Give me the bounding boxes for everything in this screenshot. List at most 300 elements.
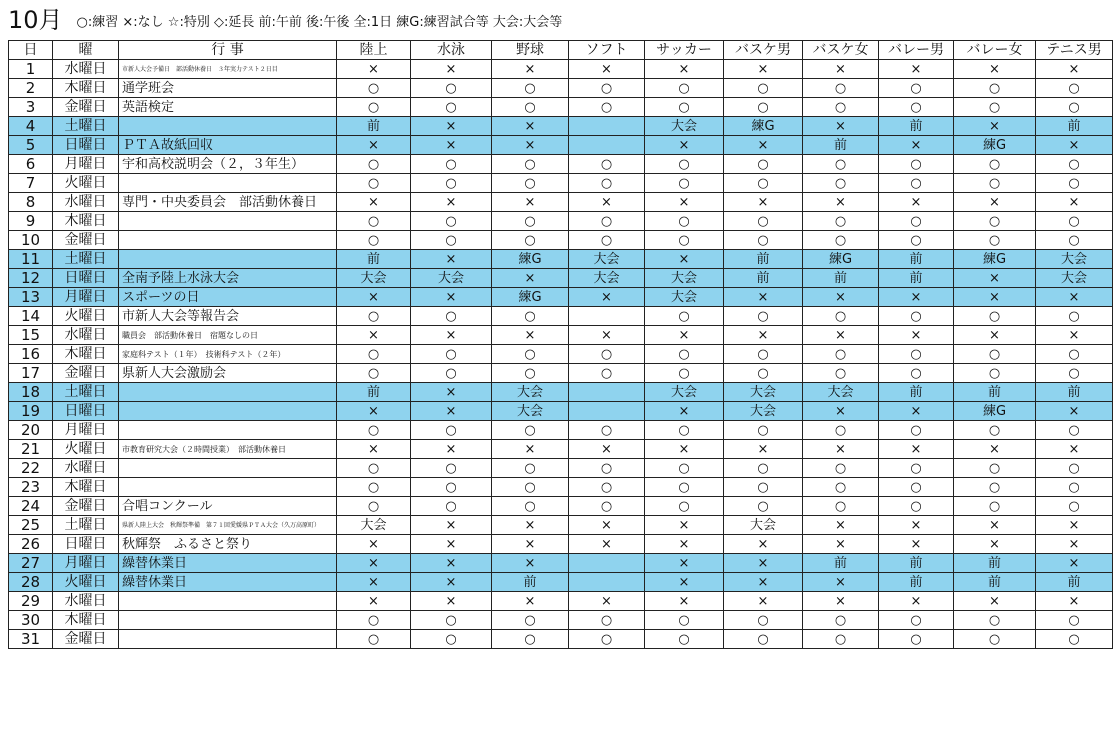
activity-cell: × (411, 117, 492, 136)
event-cell: 県新人大会激励会 (119, 364, 337, 383)
activity-cell: × (337, 326, 411, 345)
activity-cell: × (411, 193, 492, 212)
event-cell: ＰＴＡ故紙回収 (119, 136, 337, 155)
activity-cell: × (724, 193, 803, 212)
activity-cell: ○ (879, 497, 954, 516)
activity-cell: ○ (954, 212, 1036, 231)
day-cell: 22 (9, 459, 53, 478)
column-header: サッカー (645, 41, 724, 60)
activity-cell: × (645, 60, 724, 79)
activity-cell: ○ (492, 174, 569, 193)
event-cell: スポーツの日 (119, 288, 337, 307)
event-cell: 繰替休業日 (119, 573, 337, 592)
activity-cell: × (803, 535, 879, 554)
activity-cell: ○ (337, 307, 411, 326)
activity-cell: ○ (492, 364, 569, 383)
event-cell: 県新人陸上大会 秋輝祭準備 第７１回愛媛県ＰＴＡ大会（久万高原町） (119, 516, 337, 535)
activity-cell: ○ (803, 155, 879, 174)
table-row (9, 345, 1113, 364)
activity-cell: × (954, 516, 1036, 535)
activity-cell: × (337, 440, 411, 459)
activity-cell: × (411, 60, 492, 79)
activity-cell: 練G (954, 136, 1036, 155)
table-row (9, 478, 1113, 497)
activity-cell: ○ (1036, 174, 1113, 193)
event-cell (119, 592, 337, 611)
table-row (9, 630, 1113, 649)
activity-cell: × (337, 592, 411, 611)
activity-cell: ○ (803, 98, 879, 117)
weekday-cell: 木曜日 (53, 212, 119, 231)
table-row (9, 231, 1113, 250)
activity-cell: × (569, 516, 645, 535)
activity-cell: × (411, 250, 492, 269)
day-cell: 20 (9, 421, 53, 440)
weekday-cell: 水曜日 (53, 326, 119, 345)
activity-cell (569, 383, 645, 402)
activity-cell: 前 (724, 269, 803, 288)
activity-cell: 大会 (492, 402, 569, 421)
activity-cell: × (1036, 516, 1113, 535)
activity-cell: × (492, 193, 569, 212)
activity-cell: ○ (1036, 98, 1113, 117)
activity-cell: × (879, 60, 954, 79)
activity-cell: ○ (569, 421, 645, 440)
activity-cell: ○ (492, 630, 569, 649)
activity-cell: ○ (954, 630, 1036, 649)
activity-cell: ○ (411, 364, 492, 383)
day-cell: 10 (9, 231, 53, 250)
activity-cell: ○ (337, 364, 411, 383)
activity-cell: ○ (569, 497, 645, 516)
activity-cell: ○ (879, 345, 954, 364)
activity-cell: ○ (569, 174, 645, 193)
activity-cell: ○ (645, 421, 724, 440)
page-header (8, 4, 562, 34)
activity-cell: 練G (492, 250, 569, 269)
activity-cell: 前 (337, 383, 411, 402)
activity-cell: 大会 (803, 383, 879, 402)
activity-cell: × (492, 535, 569, 554)
activity-cell: ○ (569, 459, 645, 478)
activity-cell: ○ (954, 98, 1036, 117)
activity-cell: × (492, 60, 569, 79)
activity-cell: ○ (569, 478, 645, 497)
weekday-cell: 日曜日 (53, 535, 119, 554)
activity-cell: 大会 (645, 383, 724, 402)
activity-cell: ○ (569, 611, 645, 630)
activity-cell: 前 (879, 269, 954, 288)
event-cell: 市教育研究大会（２時間授業） 部活動休養日 (119, 440, 337, 459)
activity-cell: × (803, 516, 879, 535)
activity-cell: ○ (645, 478, 724, 497)
event-cell (119, 459, 337, 478)
activity-cell: ○ (1036, 421, 1113, 440)
table-row (9, 79, 1113, 98)
activity-cell: ○ (645, 611, 724, 630)
activity-cell: × (1036, 554, 1113, 573)
activity-cell (569, 402, 645, 421)
column-header: 陸上 (337, 41, 411, 60)
weekday-cell: 金曜日 (53, 630, 119, 649)
weekday-cell: 日曜日 (53, 269, 119, 288)
activity-cell: ○ (337, 174, 411, 193)
activity-cell: 大会 (724, 516, 803, 535)
activity-cell: ○ (803, 212, 879, 231)
activity-cell: ○ (645, 497, 724, 516)
activity-cell: × (337, 402, 411, 421)
activity-cell: ○ (411, 231, 492, 250)
activity-cell: ○ (337, 212, 411, 231)
activity-cell: ○ (492, 307, 569, 326)
activity-cell: 前 (954, 554, 1036, 573)
table-row (9, 440, 1113, 459)
weekday-cell: 火曜日 (53, 440, 119, 459)
day-cell: 6 (9, 155, 53, 174)
activity-cell: ○ (645, 98, 724, 117)
column-header: バレー女 (954, 41, 1036, 60)
activity-cell: × (337, 193, 411, 212)
weekday-cell: 木曜日 (53, 611, 119, 630)
table-row (9, 117, 1113, 136)
activity-cell: ○ (803, 611, 879, 630)
activity-cell: ○ (803, 79, 879, 98)
activity-cell: ○ (803, 231, 879, 250)
activity-cell: × (645, 592, 724, 611)
activity-cell: ○ (954, 79, 1036, 98)
schedule-body (9, 60, 1113, 649)
event-cell: 合唱コンクール (119, 497, 337, 516)
activity-cell: ○ (1036, 611, 1113, 630)
activity-cell: × (879, 288, 954, 307)
activity-cell (569, 573, 645, 592)
activity-cell: × (724, 535, 803, 554)
activity-cell: 練G (954, 402, 1036, 421)
day-cell: 23 (9, 478, 53, 497)
activity-cell (569, 307, 645, 326)
activity-cell: × (569, 193, 645, 212)
event-cell (119, 478, 337, 497)
activity-cell: ○ (569, 345, 645, 364)
header-row (9, 41, 1113, 60)
table-row (9, 459, 1113, 478)
activity-cell: ○ (724, 421, 803, 440)
activity-cell: × (411, 136, 492, 155)
activity-cell: × (569, 440, 645, 459)
activity-cell: × (954, 440, 1036, 459)
activity-cell: ○ (492, 231, 569, 250)
activity-cell: × (954, 269, 1036, 288)
day-cell: 15 (9, 326, 53, 345)
activity-cell: × (724, 60, 803, 79)
activity-cell: × (724, 592, 803, 611)
activity-cell: × (569, 592, 645, 611)
activity-cell: ○ (803, 421, 879, 440)
day-cell: 26 (9, 535, 53, 554)
weekday-cell: 土曜日 (53, 250, 119, 269)
activity-cell: ○ (337, 79, 411, 98)
activity-cell: ○ (724, 155, 803, 174)
activity-cell: ○ (569, 155, 645, 174)
activity-cell: ○ (803, 630, 879, 649)
activity-cell: 大会 (492, 383, 569, 402)
event-cell: 英語検定 (119, 98, 337, 117)
activity-cell (569, 117, 645, 136)
activity-cell: × (411, 440, 492, 459)
activity-cell: ○ (1036, 231, 1113, 250)
activity-cell: ○ (411, 79, 492, 98)
day-cell: 11 (9, 250, 53, 269)
activity-cell: 前 (803, 136, 879, 155)
table-row (9, 193, 1113, 212)
activity-cell: ○ (492, 79, 569, 98)
activity-cell: × (1036, 136, 1113, 155)
table-row (9, 402, 1113, 421)
column-header: 野球 (492, 41, 569, 60)
day-cell: 9 (9, 212, 53, 231)
activity-cell: ○ (724, 497, 803, 516)
activity-cell: × (645, 440, 724, 459)
activity-cell: × (803, 193, 879, 212)
table-row (9, 611, 1113, 630)
day-cell: 13 (9, 288, 53, 307)
activity-cell: 前 (879, 383, 954, 402)
activity-cell: 大会 (1036, 269, 1113, 288)
activity-cell: ○ (569, 630, 645, 649)
activity-cell: × (411, 402, 492, 421)
activity-cell: 大会 (411, 269, 492, 288)
table-row (9, 288, 1113, 307)
day-cell: 12 (9, 269, 53, 288)
activity-cell: × (645, 535, 724, 554)
activity-cell: ○ (411, 630, 492, 649)
activity-cell: × (645, 573, 724, 592)
activity-cell: ○ (337, 611, 411, 630)
activity-cell: × (954, 592, 1036, 611)
activity-cell: × (337, 535, 411, 554)
activity-cell: ○ (724, 307, 803, 326)
weekday-cell: 木曜日 (53, 79, 119, 98)
activity-cell: ○ (879, 611, 954, 630)
activity-cell: × (492, 592, 569, 611)
activity-cell: 前 (724, 250, 803, 269)
activity-cell: ○ (954, 231, 1036, 250)
activity-cell: 前 (954, 383, 1036, 402)
activity-cell: ○ (411, 345, 492, 364)
activity-cell: × (645, 402, 724, 421)
activity-cell: × (879, 193, 954, 212)
activity-cell: × (1036, 60, 1113, 79)
activity-cell: ○ (954, 307, 1036, 326)
weekday-cell: 水曜日 (53, 60, 119, 79)
table-row (9, 383, 1113, 402)
activity-cell: ○ (724, 98, 803, 117)
activity-cell: × (724, 136, 803, 155)
activity-cell: 前 (337, 250, 411, 269)
activity-cell: ○ (337, 98, 411, 117)
event-cell (119, 250, 337, 269)
weekday-cell: 金曜日 (53, 98, 119, 117)
activity-cell: 大会 (645, 269, 724, 288)
activity-cell: × (337, 554, 411, 573)
activity-cell: × (803, 402, 879, 421)
column-header: 行 事 (119, 41, 337, 60)
activity-cell: ○ (492, 155, 569, 174)
activity-cell: ○ (803, 307, 879, 326)
day-cell: 27 (9, 554, 53, 573)
day-cell: 24 (9, 497, 53, 516)
table-row (9, 421, 1113, 440)
activity-cell: ○ (954, 421, 1036, 440)
day-cell: 3 (9, 98, 53, 117)
activity-cell: ○ (337, 231, 411, 250)
activity-cell: ○ (1036, 459, 1113, 478)
activity-cell: 前 (879, 250, 954, 269)
activity-cell: ○ (411, 497, 492, 516)
activity-cell: ○ (879, 212, 954, 231)
column-header: 曜 (53, 41, 119, 60)
activity-cell: ○ (492, 212, 569, 231)
activity-cell: 大会 (724, 383, 803, 402)
day-cell: 4 (9, 117, 53, 136)
activity-cell: ○ (645, 630, 724, 649)
activity-cell: × (1036, 440, 1113, 459)
activity-cell: × (954, 535, 1036, 554)
activity-cell: × (492, 326, 569, 345)
activity-cell: 大会 (645, 288, 724, 307)
activity-cell: × (1036, 592, 1113, 611)
activity-cell: 前 (1036, 383, 1113, 402)
activity-cell: ○ (569, 364, 645, 383)
activity-cell: ○ (803, 174, 879, 193)
activity-cell: × (645, 326, 724, 345)
activity-cell: × (492, 117, 569, 136)
event-cell: 専門・中央委員会 部活動休養日 (119, 193, 337, 212)
activity-cell: ○ (724, 459, 803, 478)
activity-cell: × (954, 60, 1036, 79)
activity-cell: ○ (645, 155, 724, 174)
activity-cell: ○ (411, 459, 492, 478)
day-cell: 2 (9, 79, 53, 98)
day-cell: 17 (9, 364, 53, 383)
activity-cell: 大会 (337, 269, 411, 288)
activity-cell: × (954, 193, 1036, 212)
weekday-cell: 火曜日 (53, 307, 119, 326)
activity-cell: ○ (411, 307, 492, 326)
activity-cell: ○ (803, 459, 879, 478)
activity-cell: 大会 (724, 402, 803, 421)
activity-cell: ○ (645, 174, 724, 193)
activity-cell: × (337, 288, 411, 307)
activity-cell: ○ (879, 630, 954, 649)
activity-cell: 前 (803, 554, 879, 573)
activity-cell: × (1036, 535, 1113, 554)
activity-cell: ○ (879, 79, 954, 98)
activity-cell: × (645, 250, 724, 269)
activity-cell: × (411, 535, 492, 554)
activity-cell: × (954, 288, 1036, 307)
weekday-cell: 日曜日 (53, 402, 119, 421)
activity-cell: × (724, 440, 803, 459)
activity-cell: × (954, 326, 1036, 345)
activity-cell: × (569, 60, 645, 79)
activity-cell: 前 (1036, 573, 1113, 592)
day-cell: 7 (9, 174, 53, 193)
weekday-cell: 月曜日 (53, 421, 119, 440)
activity-cell: ○ (411, 478, 492, 497)
activity-cell: ○ (569, 231, 645, 250)
activity-cell: ○ (724, 345, 803, 364)
activity-cell: × (803, 326, 879, 345)
weekday-cell: 土曜日 (53, 516, 119, 535)
column-header: テニス男 (1036, 41, 1113, 60)
activity-cell: × (337, 60, 411, 79)
activity-cell: × (879, 516, 954, 535)
table-row (9, 269, 1113, 288)
activity-cell: 前 (1036, 117, 1113, 136)
event-cell: 宇和高校説明会（２，３年生） (119, 155, 337, 174)
event-cell (119, 630, 337, 649)
activity-cell: 大会 (337, 516, 411, 535)
activity-cell: ○ (1036, 155, 1113, 174)
weekday-cell: 木曜日 (53, 345, 119, 364)
activity-cell: ○ (803, 497, 879, 516)
activity-cell: × (879, 326, 954, 345)
event-cell (119, 231, 337, 250)
weekday-cell: 金曜日 (53, 364, 119, 383)
event-cell (119, 383, 337, 402)
column-header: バスケ男 (724, 41, 803, 60)
activity-cell: ○ (645, 231, 724, 250)
activity-cell: ○ (954, 155, 1036, 174)
column-header: ソフト (569, 41, 645, 60)
table-row (9, 60, 1113, 79)
activity-cell: ○ (1036, 307, 1113, 326)
table-row (9, 155, 1113, 174)
table-row (9, 136, 1113, 155)
activity-cell: × (411, 516, 492, 535)
activity-cell: ○ (645, 345, 724, 364)
activity-cell: ○ (879, 478, 954, 497)
activity-cell: 大会 (1036, 250, 1113, 269)
activity-cell: ○ (954, 459, 1036, 478)
activity-cell: × (645, 193, 724, 212)
activity-cell: 練G (803, 250, 879, 269)
activity-cell: ○ (1036, 364, 1113, 383)
activity-cell: ○ (337, 421, 411, 440)
activity-cell: × (411, 592, 492, 611)
event-cell: 市新人大会等報告会 (119, 307, 337, 326)
day-cell: 30 (9, 611, 53, 630)
activity-cell: × (724, 326, 803, 345)
activity-cell: ○ (337, 459, 411, 478)
activity-cell: × (645, 136, 724, 155)
event-cell (119, 402, 337, 421)
table-row (9, 592, 1113, 611)
activity-cell: ○ (1036, 212, 1113, 231)
activity-cell: × (645, 554, 724, 573)
event-cell: 秋輝祭 ふるさと祭り (119, 535, 337, 554)
activity-cell: ○ (492, 421, 569, 440)
activity-cell: × (724, 573, 803, 592)
activity-cell: × (492, 516, 569, 535)
month-title: 10月 (8, 6, 63, 34)
day-cell: 29 (9, 592, 53, 611)
activity-cell: ○ (724, 174, 803, 193)
table-row (9, 326, 1113, 345)
activity-cell: ○ (879, 421, 954, 440)
activity-cell: × (492, 440, 569, 459)
